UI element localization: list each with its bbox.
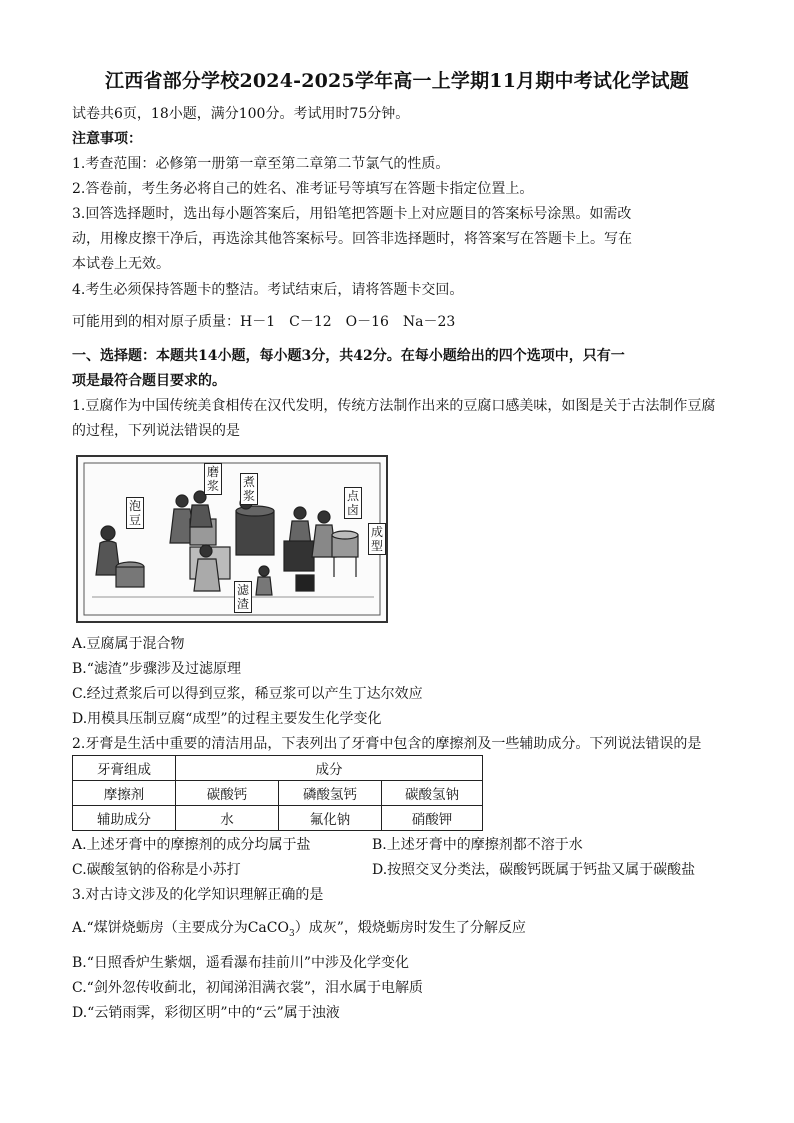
exam-title: 江西省部分学校2024-2025学年高一上学期11月期中考试化学试题	[105, 70, 689, 92]
section-heading: 一、选择题：本题共14小题，每小题3分，共42分。在每小题给出的四个选项中，只有一	[72, 348, 625, 364]
q1-option-c: C.经过煮浆后可以得到豆浆，稀豆浆可以产生丁达尔效应	[72, 686, 423, 702]
figure-label-zhujiang: 煮浆	[240, 473, 258, 505]
toothpaste-table	[72, 755, 483, 831]
table-cell: 水	[176, 806, 279, 831]
q3-option-a-text: A.“煤饼烧蛎房（主要成分为CaCO	[72, 920, 289, 936]
table-row	[73, 806, 483, 831]
tofu-process-illustration	[76, 455, 388, 623]
q1-option-d: D.用模具压制豆腐“成型”的过程主要发生化学变化	[72, 711, 382, 727]
q2-option-c: C.碳酸氢钠的俗称是小苏打	[72, 862, 241, 878]
q3-option-a-text-end: ）成灰”，煅烧蛎房时发生了分解反应	[294, 920, 526, 936]
q3-option-a-subscript: 3	[288, 928, 295, 939]
q2-option-d: D.按照交叉分类法，碳酸钙既属于钙盐又属于碳酸盐	[372, 862, 696, 878]
table-cell: 碳酸钙	[176, 781, 279, 806]
notice-item: 本试卷上无效。	[72, 256, 170, 272]
figure-label-lvzha: 滤渣	[234, 581, 252, 613]
exam-intro: 试卷共6页，18小题，满分100分。考试用时75分钟。	[72, 106, 410, 122]
q3-option-b: B.“日照香炉生紫烟，遥看瀑布挂前川”中涉及化学变化	[72, 955, 410, 971]
q3-option-d: D.“云销雨霁，彩彻区明”中的“云”属于浊液	[72, 1005, 340, 1021]
table-row	[73, 781, 483, 806]
table-cell: 磷酸氢钙	[279, 781, 382, 806]
table-header-cell: 牙膏组成	[73, 756, 176, 781]
figure-label-mojiang: 磨浆	[204, 463, 222, 495]
figure-label-dianlu: 点卤	[344, 487, 362, 519]
notice-item: 4.考生必须保持答题卡的整洁。考试结束后，请将答题卡交回。	[72, 282, 464, 298]
notice-heading: 注意事项：	[72, 131, 142, 147]
q2-stem: 2.牙膏是生活中重要的清洁用品，下表列出了牙膏中包含的摩擦剂及一些辅助成分。下列说法错误的是	[72, 736, 702, 752]
section-heading-cont: 项是最符合题目要求的。	[72, 373, 226, 389]
table-cell: 辅助成分	[73, 806, 176, 831]
q3-option-c: C.“剑外忽传收蓟北，初闻涕泪满衣裳”，泪水属于电解质	[72, 980, 423, 996]
table-cell: 摩擦剂	[73, 781, 176, 806]
table-cell: 硝酸钾	[382, 806, 483, 831]
notice-item: 1.考查范围：必修第一册第一章至第二章第二节氯气的性质。	[72, 156, 450, 172]
q2-option-a: A.上述牙膏中的摩擦剂的成分均属于盐	[72, 837, 311, 853]
figure-label-paodou: 泡豆	[126, 497, 144, 529]
table-cell: 碳酸氢钠	[382, 781, 483, 806]
notice-item: 2.答卷前，考生务必将自己的姓名、准考证号等填写在答题卡指定位置上。	[72, 181, 534, 197]
notice-item: 3.回答选择题时，选出每小题答案后，用铅笔把答题卡上对应题目的答案标号涂黑。如需改	[72, 206, 632, 222]
q1-stem: 1.豆腐作为中国传统美食相传在汉代发明，传统方法制作出来的豆腐口感美味，如图是关于古法制作豆腐	[72, 398, 716, 414]
figure-label-chengxing: 成型	[368, 523, 386, 555]
table-row	[73, 756, 483, 781]
atomic-masses: 可能用到的相对原子质量：H－1 C－12 O－16 Na－23	[72, 314, 456, 330]
q3-stem: 3.对古诗文涉及的化学知识理解正确的是	[72, 887, 324, 903]
q1-option-b: B.“滤渣”步骤涉及过滤原理	[72, 661, 242, 677]
q2-option-b: B.上述牙膏中的摩擦剂都不溶于水	[372, 837, 583, 853]
table-header-cell: 成分	[176, 756, 483, 781]
table-cell: 氟化钠	[279, 806, 382, 831]
q1-stem-cont: 的过程，下列说法错误的是	[72, 423, 240, 439]
q1-option-a: A.豆腐属于混合物	[72, 636, 185, 652]
tofu-figure-drawing	[78, 457, 386, 621]
notice-item: 动，用橡皮擦干净后，再选涂其他答案标号。回答非选择题时，将答案写在答题卡上。写在	[72, 231, 632, 247]
q3-option-a	[72, 917, 722, 945]
